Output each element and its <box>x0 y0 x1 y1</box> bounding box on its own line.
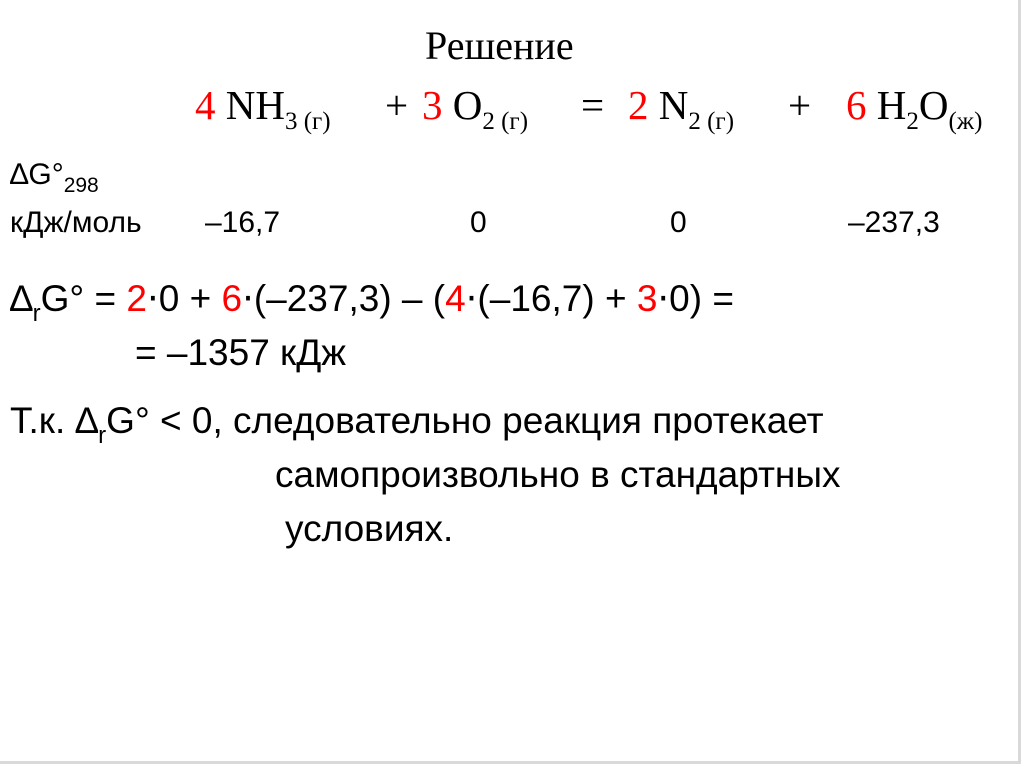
equals-sign: = <box>581 82 605 128</box>
product-n2 <box>628 82 735 135</box>
formula-h2o-h: H <box>876 82 907 128</box>
state-nh3: (г) <box>297 108 331 135</box>
state-h2o: (ж) <box>948 108 983 135</box>
coef-h2o: 6 <box>846 82 867 128</box>
calc-lhs: G° = <box>40 278 117 319</box>
delta-g-symbol <box>10 158 99 197</box>
coef-nh3: 4 <box>195 82 216 128</box>
index-o2: 2 <box>482 108 495 135</box>
coef-n2: 2 <box>628 82 649 128</box>
calc-part-3: ⋅(–16,7) + <box>465 278 627 319</box>
value-nh3: –16,7 <box>205 206 281 239</box>
conclusion-prefix: Т.к. ∆ <box>10 400 99 441</box>
conclusion-line-2: самопроизвольно в стандартных <box>275 454 841 495</box>
slide-title: Решение <box>425 23 574 68</box>
calculation-line-1 <box>10 278 734 327</box>
conclusion-line-3: условиях. <box>285 508 454 549</box>
index-n2: 2 <box>688 108 701 135</box>
coef-o2: 3 <box>422 82 443 128</box>
calc-delta: ∆ <box>10 278 33 319</box>
calc-part-2: ⋅(–237,3) – ( <box>242 278 446 319</box>
index-h2o: 2 <box>906 108 919 135</box>
calc-coef-h2o: 6 <box>221 278 243 319</box>
plus-sign-1: + <box>385 82 409 128</box>
calc-coef-o2: 3 <box>636 278 658 319</box>
delta-g-label: ∆G° <box>10 158 64 191</box>
formula-h2o-o: O <box>918 82 949 128</box>
plus-sign-2: + <box>788 82 812 128</box>
state-n2: (г) <box>700 108 735 135</box>
value-h2o: –237,3 <box>848 206 940 239</box>
value-o2: 0 <box>470 206 487 239</box>
product-h2o <box>846 82 983 135</box>
calculation-result: = –1357 кДж <box>135 332 347 373</box>
formula-n2: N <box>658 82 689 128</box>
value-n2: 0 <box>670 206 687 239</box>
conclusion-sub: r <box>98 422 107 449</box>
state-o2: (г) <box>494 108 529 135</box>
calc-coef-nh3: 4 <box>445 278 466 319</box>
reactant-nh3 <box>195 82 331 135</box>
calc-coef-n2: 2 <box>126 278 147 319</box>
calc-part-1: ⋅0 + <box>146 278 212 319</box>
calc-part-4: ⋅0) = <box>657 278 734 319</box>
formula-o2: O <box>452 82 483 128</box>
index-nh3: 3 <box>284 108 298 135</box>
formula-nh3: NH <box>225 82 285 128</box>
unit-label: кДж/моль <box>10 206 142 239</box>
reactant-o2 <box>422 82 529 135</box>
conclusion-tail: G° < 0, следовательно реакция протекает <box>106 400 824 441</box>
delta-g-temperature: 298 <box>63 174 99 197</box>
conclusion-line-1 <box>10 400 824 449</box>
calc-delta-sub: r <box>32 300 41 327</box>
